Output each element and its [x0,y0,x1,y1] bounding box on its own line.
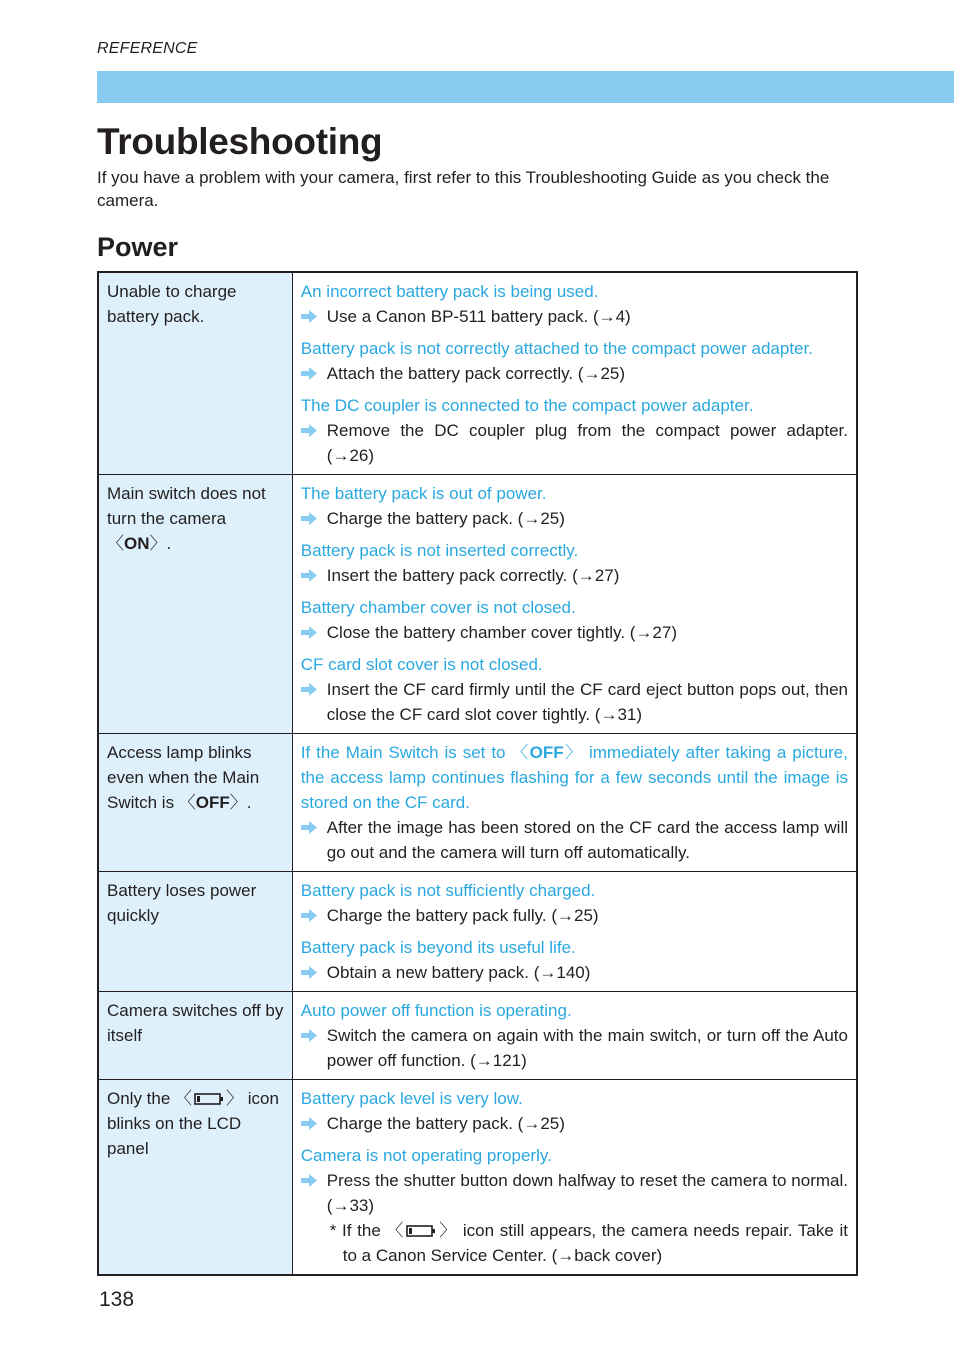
header-band [97,71,954,103]
arrow-right-icon [301,1029,317,1042]
page-number: 138 [99,1288,135,1311]
causes-cell [292,872,857,992]
arrow-right-icon [301,683,317,696]
fix-text: Use a Canon BP-511 battery pack. (→4) [326,307,631,326]
fix-item [301,1111,848,1136]
problem-cell [98,272,292,475]
fix-item [301,418,848,468]
problem-text: Unable to charge battery pack. [107,282,237,326]
cause-text: CF card slot cover is not closed. [300,655,543,674]
page-title: Troubleshooting [97,121,383,162]
problem-text-end: 〉 icon blinks on the LCD panel [107,1089,279,1158]
cause-text: Auto power off function is operating. [300,1001,572,1020]
problem-cell [98,992,292,1080]
causes-cell [292,1080,857,1276]
fix-text: Insert the CF card firmly until the CF card eject button pops out, then close the CF card slot cover tightly. (→31) [326,680,848,724]
fix-text: Obtain a new battery pack. (→140) [326,963,591,982]
fix-text: Switch the camera on again with the main switch, or turn off the Auto power off function. (→121) [326,1026,848,1070]
fix-text: Insert the battery pack correctly. (→27) [326,566,620,585]
table-row [98,1080,857,1276]
problem-text: Only the 〈 [107,1089,193,1108]
fix-item [301,815,848,865]
cause-text: Battery pack is beyond its useful life. [300,938,576,957]
fix-item [301,903,848,928]
note-text-end: 〉 icon still appears, the camera needs repair. Take it to a Canon Service Center. (→back cover) [342,1221,848,1265]
fix-item [301,304,848,329]
battery-low-icon [194,1092,224,1106]
cause-text-end: 〉 immediately after taking a picture, the access lamp continues flashing for a few seconds until the image is stored on the CF card. [300,743,848,812]
problem-text: Battery loses power quickly [107,881,257,925]
repair-note [301,1218,848,1268]
arrow-right-icon [301,512,317,525]
arrow-right-icon [301,569,317,582]
fix-text: Remove the DC coupler plug from the compact power adapter. (→26) [326,421,848,465]
note-text-start: * If the 〈 [329,1221,405,1240]
table-row [98,872,857,992]
causes-cell [292,272,857,475]
arrow-right-icon [301,821,317,834]
cause-text: Camera is not operating properly. [300,1146,552,1165]
fix-text: After the image has been stored on the CF card the access lamp will go out and the camera will turn off automatically. [326,818,848,862]
causes-cell [292,992,857,1080]
fix-text: Charge the battery pack fully. (→25) [326,906,599,925]
cause-text [301,740,848,815]
arrow-right-icon [301,1117,317,1130]
table-row [98,475,857,734]
cause-text: Battery pack is not correctly attached to the compact power adapter. [300,339,813,358]
mode-label-off: OFF [195,793,230,812]
arrow-right-icon [301,1174,317,1187]
problem-cell [98,475,292,734]
fix-item [301,1023,848,1073]
arrow-right-icon [301,310,317,323]
cause-text-start: If the Main Switch is set to 〈 [300,743,530,762]
section-heading-power: Power [97,232,179,262]
arrow-right-icon [301,367,317,380]
causes-cell [292,734,857,872]
cause-text: Battery chamber cover is not closed. [300,598,576,617]
intro-text: If you have a problem with your camera, first refer to this Troubleshooting Guide as you check the camera. [97,168,830,210]
problem-text: Main switch does not turn the camera 〈 [107,484,266,553]
fix-item [301,620,848,645]
fix-item [301,677,848,727]
mode-label-off: OFF [529,743,564,762]
problem-text: Access lamp blinks even when the Main Switch is 〈 [107,743,260,812]
fix-text: Press the shutter button down halfway to reset the camera to normal. (→33) [326,1171,848,1215]
cause-text: Battery pack is not inserted correctly. [300,541,579,560]
fix-item [301,361,848,386]
problem-text-end: 〉. [229,793,252,812]
troubleshooting-table [97,271,858,1276]
table-row [98,272,857,475]
fix-text: Close the battery chamber cover tightly. (→27) [326,623,677,642]
arrow-right-icon [301,626,317,639]
problem-cell [98,734,292,872]
arrow-right-icon [301,909,317,922]
problem-text: Camera switches off by itself [107,1001,284,1045]
fix-text: Attach the battery pack correctly. (→25) [326,364,626,383]
cause-text: Battery pack is not sufficiently charged. [300,881,596,900]
cause-text: The DC coupler is connected to the compact power adapter. [300,396,754,415]
arrow-right-icon [301,966,317,979]
battery-low-icon [406,1224,436,1238]
problem-cell [98,1080,292,1276]
table-row [98,734,857,872]
table-row [98,992,857,1080]
fix-item [301,1168,848,1218]
fix-text: Charge the battery pack. (→25) [326,1114,565,1133]
arrow-right-icon [301,424,317,437]
fix-item [301,960,848,985]
fix-item [301,563,848,588]
mode-label-on: ON [124,534,150,553]
section-label: REFERENCE [97,40,198,57]
cause-text: The battery pack is out of power. [300,484,547,503]
fix-item [301,506,848,531]
cause-text: Battery pack level is very low. [300,1089,523,1108]
fix-text: Charge the battery pack. (→25) [326,509,565,528]
problem-text-end: 〉. [149,534,172,553]
causes-cell [292,475,857,734]
problem-cell [98,872,292,992]
cause-text: An incorrect battery pack is being used. [300,282,599,301]
